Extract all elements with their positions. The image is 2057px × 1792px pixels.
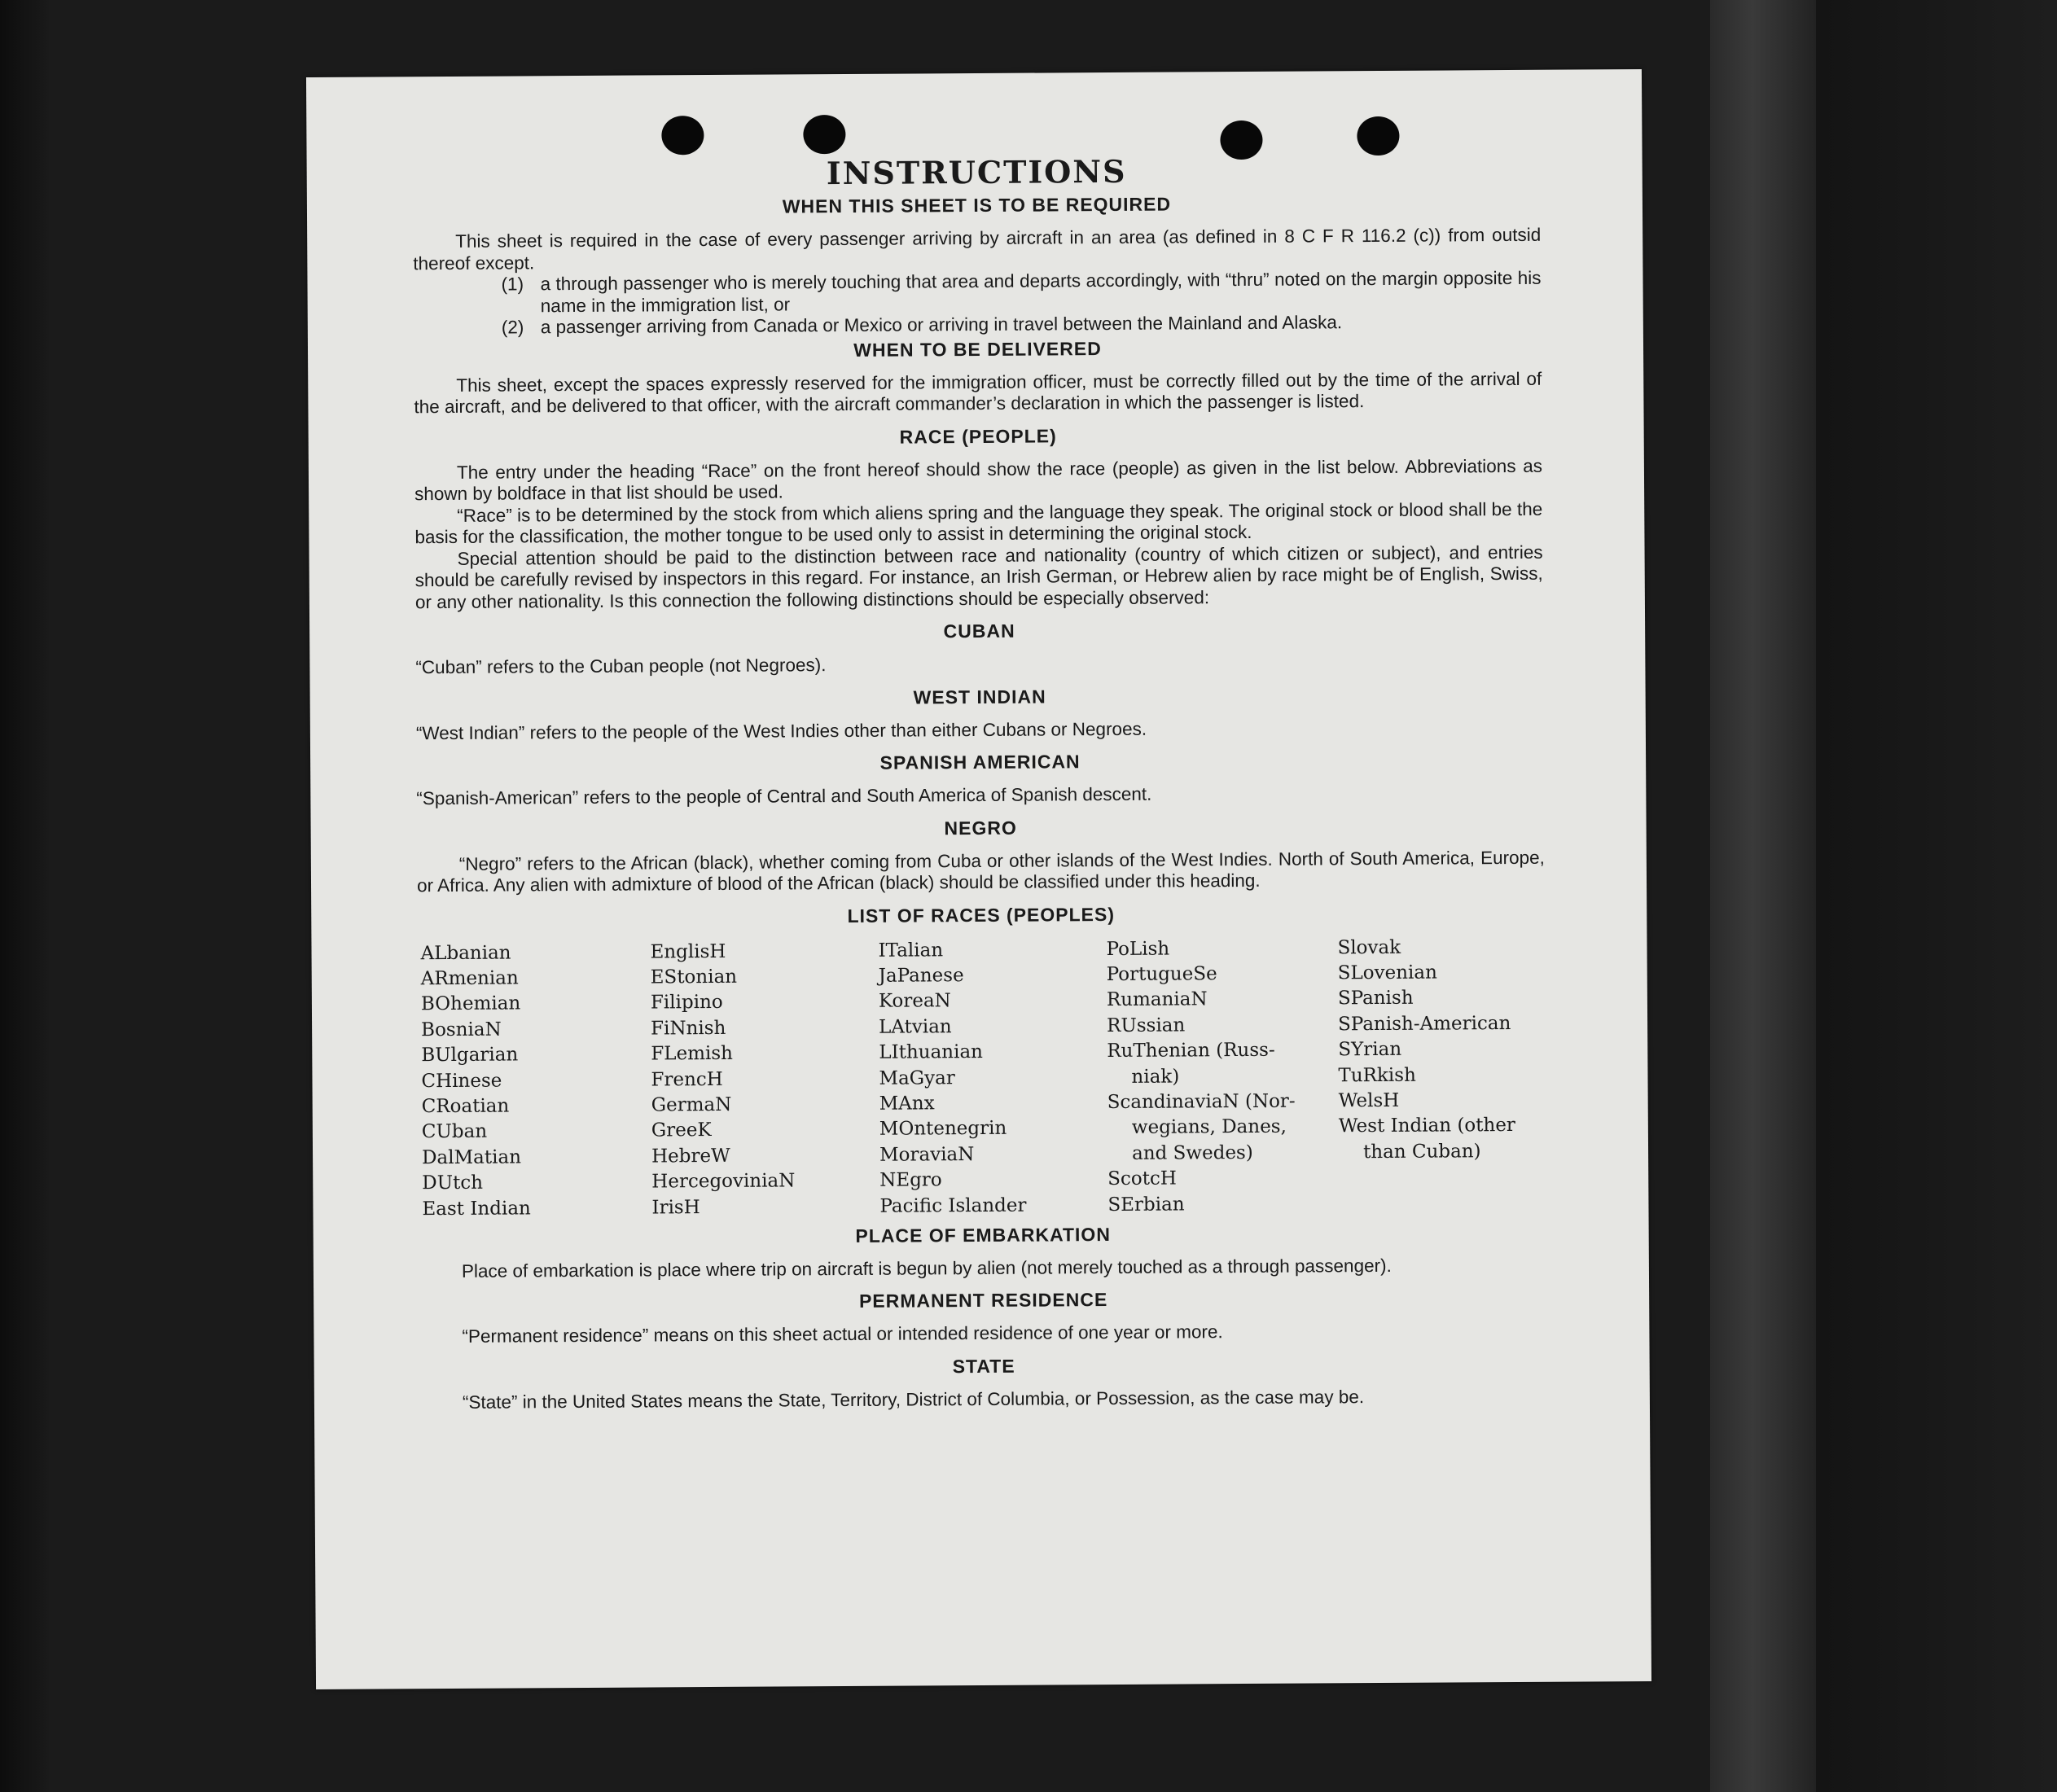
state-text: “State” in the United States means the State, Territory, District of Columbia, or Possession, as the case may be. bbox=[462, 1387, 1365, 1413]
item-text: a passenger arriving from Canada or Mexico or arriving in travel between the Mainland and Alaska. bbox=[540, 312, 1343, 338]
race-entry: KoreaN bbox=[878, 990, 951, 1013]
race-entry: SLovenian bbox=[1337, 962, 1437, 984]
item-number: (1) bbox=[501, 274, 524, 295]
race-entry: MAnx bbox=[879, 1093, 935, 1115]
race-entry-continuation: and Swedes) bbox=[1131, 1141, 1253, 1164]
race-entry: RumaniaN bbox=[1106, 988, 1208, 1011]
race-entry: Slovak bbox=[1337, 936, 1401, 958]
race-entry-continuation: wegians, Danes, bbox=[1131, 1116, 1287, 1139]
race-entry: East Indian bbox=[422, 1197, 531, 1220]
race-entry: EnglisH bbox=[650, 940, 726, 962]
race-entry: FrencH bbox=[651, 1068, 723, 1090]
race-entry: ITalian bbox=[878, 939, 944, 962]
race-column bbox=[1337, 934, 1567, 1216]
delivered-text: This sheet, except the spaces expressly reserved for the immigration officer, must be correctly filled out by the time of the arrival of the aircraft, and be delivered to that officer, with the aircraft commander’s declaration in which the passenger is listed. bbox=[414, 368, 1542, 418]
document-content bbox=[413, 151, 1548, 1414]
race-entry: HebreW bbox=[651, 1145, 730, 1168]
race-paragraph-1: The entry under the heading “Race” on the front hereof should show the race (people) as given in the list below. Abbreviations as shown by boldface in that list should be used. bbox=[414, 455, 1542, 505]
race-list bbox=[420, 934, 1546, 1222]
race-entry: SErbian bbox=[1107, 1194, 1185, 1216]
race-entry: HercegoviniaN bbox=[651, 1170, 796, 1193]
heading-required: WHEN THIS SHEET IS TO BE REQUIRED bbox=[782, 193, 1172, 217]
race-paragraph-2: “Race” is to be determined by the stock from which aliens spring and the language they speak. The original stock or blood shall be the basis for the classification, the mother tongue to be used only to assist in determining the original stock. bbox=[414, 498, 1543, 548]
race-entry: MOntenegrin bbox=[879, 1118, 1007, 1141]
race-entry: NEgro bbox=[879, 1169, 942, 1191]
heading-residence: PERMANENT RESIDENCE bbox=[858, 1289, 1108, 1312]
race-entry: GreeK bbox=[651, 1119, 712, 1141]
residence-text: “Permanent residence” means on this sheet actual or intended residence of one year or more. bbox=[462, 1321, 1223, 1347]
item-number: (2) bbox=[501, 317, 524, 338]
background-right bbox=[1816, 0, 2057, 1792]
race-entry: LAtvian bbox=[879, 1015, 952, 1038]
race-entry: RUssian bbox=[1107, 1014, 1186, 1036]
punch-hole bbox=[1357, 116, 1399, 156]
punch-hole bbox=[803, 115, 845, 154]
document-title: INSTRUCTIONS bbox=[826, 152, 1127, 192]
heading-race: RACE (PEOPLE) bbox=[899, 424, 1057, 448]
race-entry: ScandinaviaN (Nor- bbox=[1107, 1090, 1296, 1113]
race-entry: MaGyar bbox=[879, 1067, 955, 1089]
race-entry: MoraviaN bbox=[879, 1143, 975, 1166]
race-entry: BosniaN bbox=[421, 1019, 502, 1041]
heading-embarkation: PLACE OF EMBARKATION bbox=[855, 1223, 1111, 1247]
item-text: a through passenger who is merely touching that area and departs accordingly, with “thru” noted on the margin opposite his name in the immigration list, or bbox=[540, 267, 1542, 316]
heading-list-of-races: LIST OF RACES (PEOPLES) bbox=[847, 903, 1116, 927]
race-entry: SPanish-American bbox=[1338, 1012, 1511, 1036]
race-entry: RuThenian (Russ- bbox=[1107, 1039, 1275, 1062]
punch-hole bbox=[661, 116, 704, 155]
race-entry: CHinese bbox=[421, 1070, 502, 1092]
race-entry: DUtch bbox=[422, 1172, 484, 1194]
race-entry: FiNnish bbox=[651, 1017, 726, 1040]
race-entry: CUban bbox=[421, 1121, 488, 1143]
exception-item bbox=[501, 268, 1541, 318]
race-entry: Pacific Islander bbox=[879, 1194, 1027, 1217]
cuban-text: “Cuban” refers to the Cuban people (not Negroes). bbox=[415, 655, 827, 678]
negro-text: “Negro” refers to the African (black), whether coming from Cuba or other islands of the West Indies. North of South America, Europe, or Africa. Any alien with admixture of blood of the African (black) should be classified under this heading. bbox=[416, 847, 1545, 896]
race-entry: ARmenian bbox=[420, 967, 519, 990]
race-entry-continuation: than Cuban) bbox=[1362, 1140, 1481, 1163]
race-entry: GermaN bbox=[651, 1093, 732, 1116]
embarkation-text: Place of embarkation is place where trip on aircraft is begun by alien (not merely touched as a through passenger). bbox=[461, 1255, 1392, 1282]
race-entry: EStonian bbox=[650, 966, 738, 988]
document-page bbox=[306, 69, 1651, 1689]
race-column bbox=[650, 938, 879, 1220]
heading-spanish-american: SPANISH AMERICAN bbox=[879, 751, 1081, 773]
race-entry: WelsH bbox=[1338, 1089, 1400, 1112]
heading-west-indian: WEST INDIAN bbox=[913, 685, 1046, 708]
race-entry: CRoatian bbox=[421, 1095, 510, 1118]
race-entry: DalMatian bbox=[421, 1146, 522, 1168]
race-entry: PortugueSe bbox=[1106, 963, 1217, 985]
race-entry: ScotcH bbox=[1107, 1168, 1178, 1190]
race-paragraph-3: Special attention should be paid to the distinction between race and nationality (country of which citizen or subject), and entries should be carefully revised by inspectors in this regard. For instance, an Irish German, or Hebrew alien by race might be of English, Swiss, or any other nationality. Is this connection the following distinctions should be especially observed: bbox=[414, 541, 1543, 612]
race-entry: JaPanese bbox=[878, 965, 964, 987]
heading-negro: NEGRO bbox=[944, 817, 1017, 839]
race-entry: IrisH bbox=[651, 1196, 700, 1219]
race-entry: ALbanian bbox=[420, 942, 511, 964]
heading-state: STATE bbox=[952, 1355, 1015, 1378]
heading-delivered: WHEN TO BE DELIVERED bbox=[853, 337, 1102, 361]
race-column bbox=[1106, 935, 1339, 1218]
race-entry-continuation: niak) bbox=[1131, 1066, 1180, 1088]
race-entry: SPanish bbox=[1337, 988, 1414, 1010]
race-entry: LIthuanian bbox=[879, 1041, 984, 1063]
race-entry: SYrian bbox=[1338, 1038, 1402, 1061]
required-intro: This sheet is required in the case of every passenger arriving by aircraft in an area (as defined in 8 C F R 116.2 (c)) from outsid thereof except. bbox=[413, 224, 1542, 274]
race-entry: PoLish bbox=[1106, 938, 1170, 960]
west-indian-text: “West Indian” refers to the people of the West Indies other than either Cubans or Negroes. bbox=[415, 718, 1147, 743]
background-left bbox=[0, 0, 49, 1792]
spanish-american-text: “Spanish-American” refers to the people of Central and South America of Spanish descent. bbox=[416, 783, 1152, 809]
race-entry: TuRkish bbox=[1338, 1064, 1416, 1086]
race-entry: FLemish bbox=[651, 1042, 734, 1065]
background-right-strip bbox=[1710, 0, 1816, 1792]
race-entry: BOhemian bbox=[420, 992, 521, 1015]
race-entry: BUlgarian bbox=[421, 1044, 519, 1067]
race-column bbox=[878, 937, 1107, 1220]
race-column bbox=[420, 940, 651, 1222]
race-entry: Filipino bbox=[650, 992, 723, 1014]
race-entry: West Indian (other bbox=[1338, 1115, 1515, 1137]
heading-cuban: CUBAN bbox=[943, 620, 1015, 642]
